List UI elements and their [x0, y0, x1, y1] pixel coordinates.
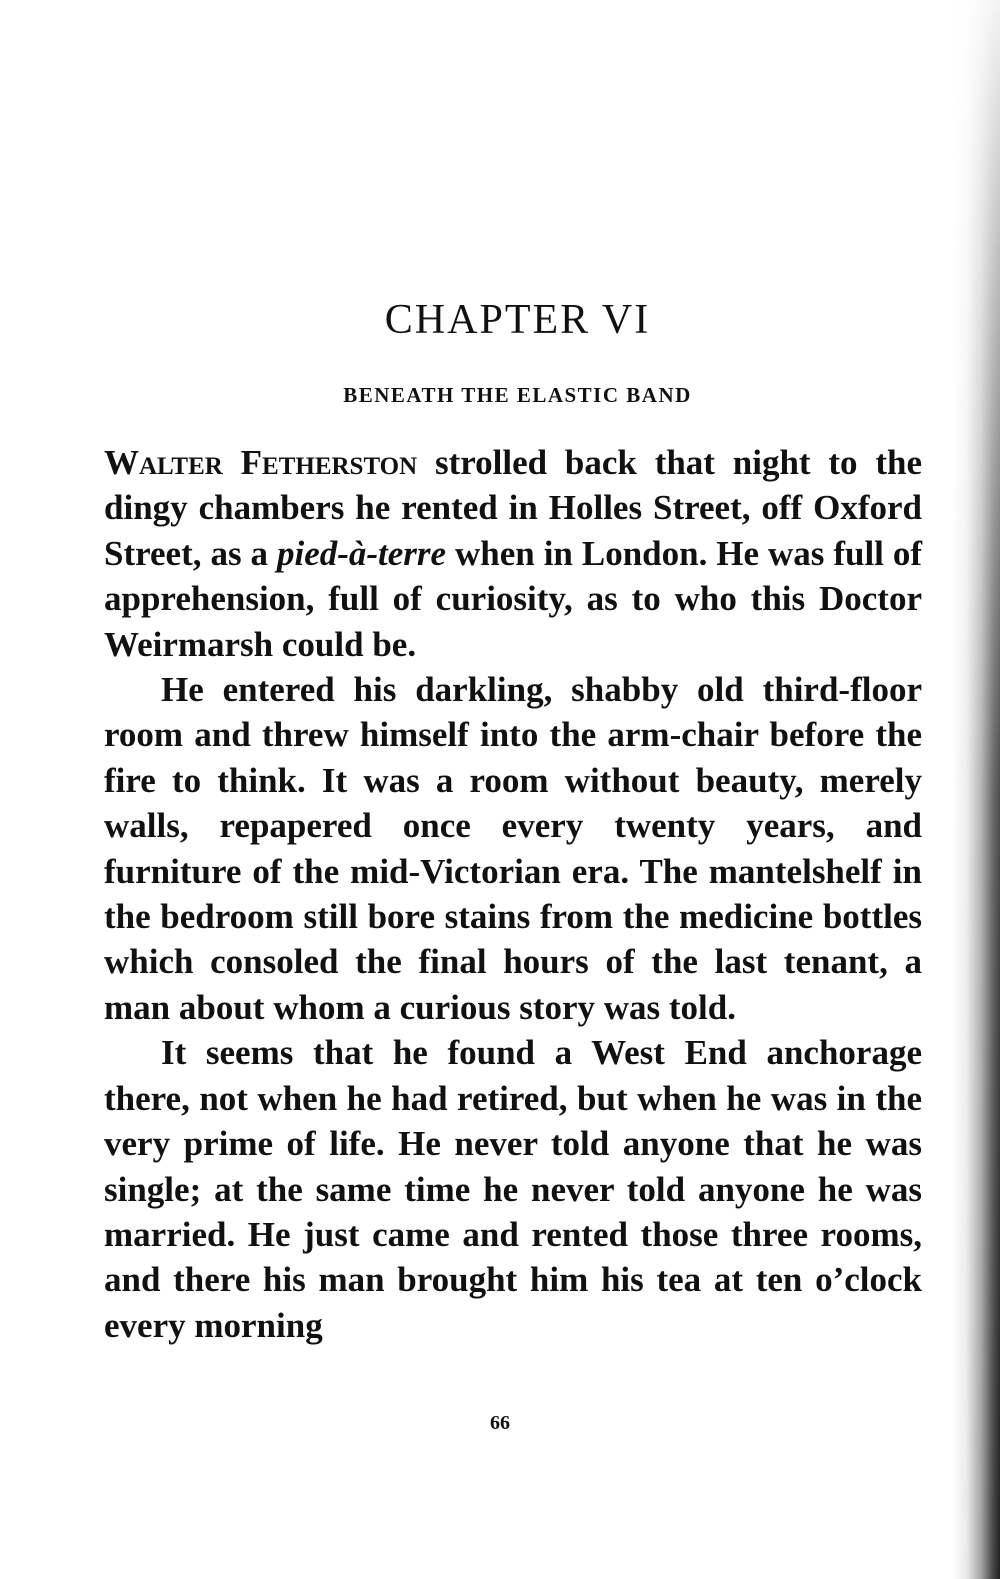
italic-phrase: pied-à-terre [276, 533, 447, 573]
page-number: 66 [490, 1412, 510, 1434]
paragraph-1-text-b: when in London. He was full of apprehension, full of curiosity, as to who this Doctor Weirmarsh could be. [104, 533, 922, 664]
paragraph-3: It seems that he found a West End anchorage there, not when he had retired, but when he was in the very prime of life. He never told anyone that he was single; at the same time he never told anyone he was married. He just came and rented those three rooms, and there his man brought him his tea at ten o’clock every morning [104, 1033, 922, 1345]
chapter-title: CHAPTER VI [384, 297, 651, 343]
paragraph-2: He entered his darkling, shabby old third-floor room and threw himself into the arm-chair before the fire to think. It was a room without beauty, merely walls, repapered once every twenty years, and furniture of the mid-Victorian era. The mantelshelf in the bedroom still bore stains from the medicine bottles which consoled the final hours of the last tenant, a man about whom a curious story was told. [104, 670, 922, 1027]
chapter-body [104, 440, 922, 1348]
paragraph-1 [104, 440, 922, 667]
opening-words: Walter Fetherston [104, 443, 418, 482]
paragraph-1-text-a: strolled back that night to the dingy chambers he rented in Holles Street, off Oxford Street, as a [104, 443, 922, 573]
chapter-subtitle: BENEATH THE ELASTIC BAND [343, 383, 692, 407]
page-binding-shadow [952, 0, 1000, 1579]
